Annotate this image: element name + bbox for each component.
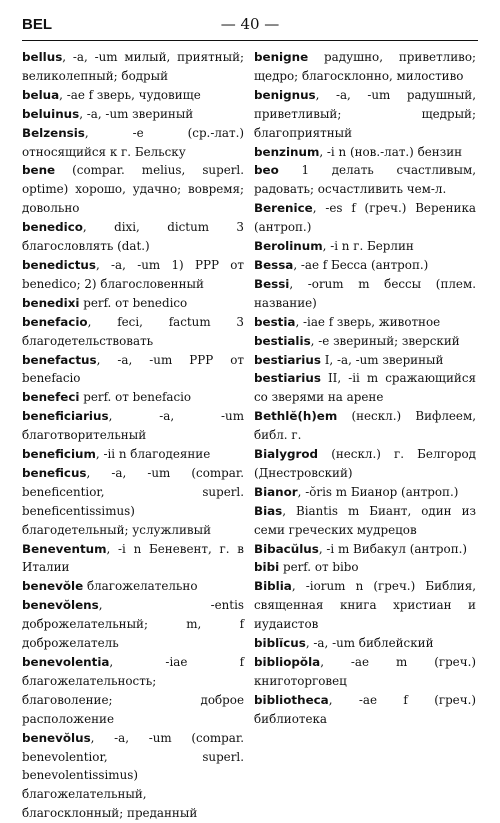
- entry-definition: 1 делать счастливым, радовать; осчастливить чем-л.: [254, 163, 476, 197]
- dictionary-entry: [254, 237, 476, 256]
- entry-headword: bestiarius: [254, 352, 321, 367]
- dictionary-entry: [254, 143, 476, 162]
- entry-headword: beneficus: [22, 465, 87, 480]
- dictionary-entry: [254, 502, 476, 540]
- entry-headword: bibliotheca: [254, 692, 329, 707]
- entry-definition: , -a, -um библейский: [305, 636, 434, 651]
- entry-headword: benedixi: [22, 295, 80, 310]
- dictionary-entry: [254, 634, 476, 653]
- dictionary-entry: [254, 540, 476, 559]
- entry-headword: Bianor: [254, 484, 298, 499]
- entry-headword: bestiarius: [254, 371, 321, 386]
- entry-definition: , -ae f (греч.) библиотека: [254, 692, 476, 726]
- entry-definition: perf. от benefacio: [79, 390, 192, 405]
- entry-definition: , -a, -um PPP от benefacio: [22, 352, 244, 386]
- entry-headword: Bessi: [254, 276, 290, 291]
- entry-definition: , -ii n благодеяние: [95, 447, 211, 462]
- right-column: [254, 48, 476, 729]
- entry-headword: beluinus: [22, 106, 80, 121]
- entry-definition: , -iae f благожелательность; благоволение; доброе расположение: [22, 655, 244, 726]
- dictionary-entry: [254, 86, 476, 143]
- header-rule: [22, 40, 478, 41]
- entry-headword: benedictus: [22, 257, 96, 272]
- entry-definition: , -a, -um благотворительный: [22, 409, 244, 443]
- entry-definition: , feci, factum 3 благодетельствовать: [22, 314, 244, 348]
- dictionary-entry: [254, 332, 476, 351]
- entry-headword: Berenice: [254, 201, 313, 216]
- entry-headword: Bessa: [254, 257, 294, 272]
- dictionary-entry: [254, 161, 476, 199]
- entry-headword: Beneventum: [22, 541, 107, 556]
- entry-headword: benevŏlus: [22, 730, 91, 745]
- entry-definition: , -ae f Бесса (антроп.): [293, 257, 429, 272]
- entry-headword: bestialis: [254, 333, 311, 348]
- dictionary-entry: [254, 558, 476, 577]
- dictionary-entry: [254, 351, 476, 370]
- entry-definition: радушно, приветливо; щедро; благосклонно, милостиво: [254, 50, 476, 83]
- dictionary-entry: [22, 577, 244, 596]
- entry-definition: I, -a, -um звериный: [320, 352, 444, 367]
- entry-definition: , dixi, dictum 3 благословлять (dat.): [22, 220, 244, 254]
- dictionary-entry: [254, 369, 476, 407]
- entry-headword: beneficiarius: [22, 409, 109, 424]
- entry-definition: , -a, -um (compar. benevolentior, superl. benevolentissimus) благожелательный, благосклонный; преданный: [22, 730, 244, 821]
- dictionary-entry: [22, 161, 244, 218]
- entry-definition: , -a, -um звериный: [79, 106, 194, 121]
- dictionary-entry: [254, 577, 476, 634]
- entry-definition: благожелательно: [83, 579, 198, 594]
- entry-headword: bene: [22, 163, 56, 178]
- dictionary-entry: [254, 653, 476, 691]
- entry-headword: beo: [254, 163, 279, 178]
- entry-headword: Bialygrod: [254, 447, 319, 462]
- entry-headword: benefacio: [22, 314, 88, 329]
- entry-definition: (нескл.) Вифлеем, библ. г.: [254, 409, 476, 443]
- dictionary-entry: [22, 48, 244, 86]
- entry-definition: , -a, -um милый, приятный; великолепный; бодрый: [22, 50, 244, 83]
- entry-definition: (нескл.) г. Белгород (Днестровский): [254, 447, 476, 480]
- dictionary-entry: [254, 199, 476, 237]
- left-column: [22, 48, 244, 823]
- entry-headword: benedico: [22, 220, 83, 235]
- entry-definition: , -a, -um (compar. beneficentior, superl. beneficentissimus) благодетельный; услужливый: [22, 465, 244, 537]
- page-number: — 40 —: [220, 15, 280, 33]
- entry-definition: (compar. melius, superl. optime) хорошо, удачно; вовремя; довольно: [22, 163, 244, 216]
- dictionary-entry: [254, 313, 476, 332]
- entry-headword: Bibacŭlus: [254, 541, 319, 556]
- entry-definition: , -ŏris m Бианор (антроп.): [297, 484, 459, 499]
- entry-definition: , -a, -um радушный, приветливый; щедрый; благоприятный: [254, 87, 476, 140]
- dictionary-entry: [22, 445, 244, 464]
- entry-headword: benignus: [254, 87, 316, 102]
- page-header: [22, 14, 478, 38]
- entry-definition: , -i n (нов.-лат.) бензин: [319, 144, 463, 159]
- entry-headword: Berolinum: [254, 239, 323, 254]
- entry-headword: bibliopŏla: [254, 655, 321, 669]
- entry-headword: belua: [22, 87, 60, 102]
- dictionary-entry: [22, 218, 244, 256]
- entry-headword: bellus: [22, 50, 63, 64]
- entry-definition: , -ae m (греч.) книготорговец: [254, 655, 476, 688]
- entry-headword: Bethlĕ(h)em: [254, 409, 338, 424]
- entry-headword: biblĭcus: [254, 636, 306, 651]
- dictionary-entry: [254, 48, 476, 86]
- dictionary-entry: [22, 124, 244, 162]
- entry-definition: , -orum m бессы (плем. название): [254, 276, 476, 310]
- dictionary-entry: [22, 294, 244, 313]
- entry-headword: benevŏle: [22, 579, 84, 594]
- entry-headword: beneficium: [22, 447, 96, 462]
- dictionary-entry: [254, 256, 476, 275]
- entry-definition: , -es f (греч.) Вереника (антроп.): [254, 201, 476, 235]
- entry-definition: , -entis доброжелательный; m, f доброжелатель: [22, 598, 244, 651]
- entry-headword: benefeci: [22, 390, 80, 405]
- entry-definition: , -iae f зверь, животное: [295, 314, 441, 329]
- entry-definition: II, -ii m сражающийся со зверями на арене: [254, 371, 476, 405]
- dictionary-entry: [22, 407, 244, 445]
- entry-definition: perf. от benedico: [79, 295, 188, 310]
- entry-headword: Belzensis: [22, 125, 85, 140]
- dictionary-entry: [22, 313, 244, 351]
- dictionary-entry: [22, 653, 244, 729]
- dictionary-entry: [22, 388, 244, 407]
- entry-headword: Biblia: [254, 579, 292, 594]
- dictionary-entry: [22, 540, 244, 578]
- entry-definition: , Biantis m Биант, один из семи греческих мудрецов: [254, 503, 476, 537]
- entry-headword: benevolentia: [22, 655, 110, 669]
- entry-headword: benefactus: [22, 352, 97, 367]
- entry-headword: benigne: [254, 50, 309, 64]
- dictionary-entry: [22, 105, 244, 124]
- entry-definition: , -iorum n (греч.) Библия, священная книга христиан и иудаистов: [254, 579, 476, 632]
- entry-definition: , -e (ср.-лат.) относящийся к г. Бельску: [22, 125, 244, 159]
- entry-definition: , -ae f зверь, чудовище: [59, 87, 201, 102]
- entry-definition: , -i n Беневент, г. в Италии: [22, 541, 244, 575]
- entry-definition: , -a, -um 1) PPP от benedico; 2) благословенный: [22, 257, 244, 291]
- entry-headword: bestia: [254, 314, 296, 329]
- dictionary-entry: [22, 596, 244, 653]
- dictionary-entry: [22, 464, 244, 540]
- guide-word: BEL: [22, 16, 52, 33]
- entry-headword: benevŏlens: [22, 598, 99, 613]
- entry-headword: bibi: [254, 560, 280, 575]
- entry-headword: benzinum: [254, 144, 320, 159]
- dictionary-entry: [22, 351, 244, 389]
- entry-definition: perf. от bibo: [279, 560, 359, 575]
- dictionary-entry: [254, 691, 476, 729]
- dictionary-entry: [254, 407, 476, 445]
- dictionary-entry: [22, 729, 244, 823]
- dictionary-entry: [254, 483, 476, 502]
- entry-definition: , -i m Вибакул (антроп.): [318, 541, 468, 556]
- dictionary-entry: [22, 86, 244, 105]
- entry-definition: , -e звериный; зверский: [310, 333, 460, 348]
- dictionary-entry: [22, 256, 244, 294]
- dictionary-entry: [254, 275, 476, 313]
- entry-definition: , -i n г. Берлин: [322, 239, 414, 254]
- dictionary-entry: [254, 445, 476, 483]
- entry-headword: Bias: [254, 503, 283, 518]
